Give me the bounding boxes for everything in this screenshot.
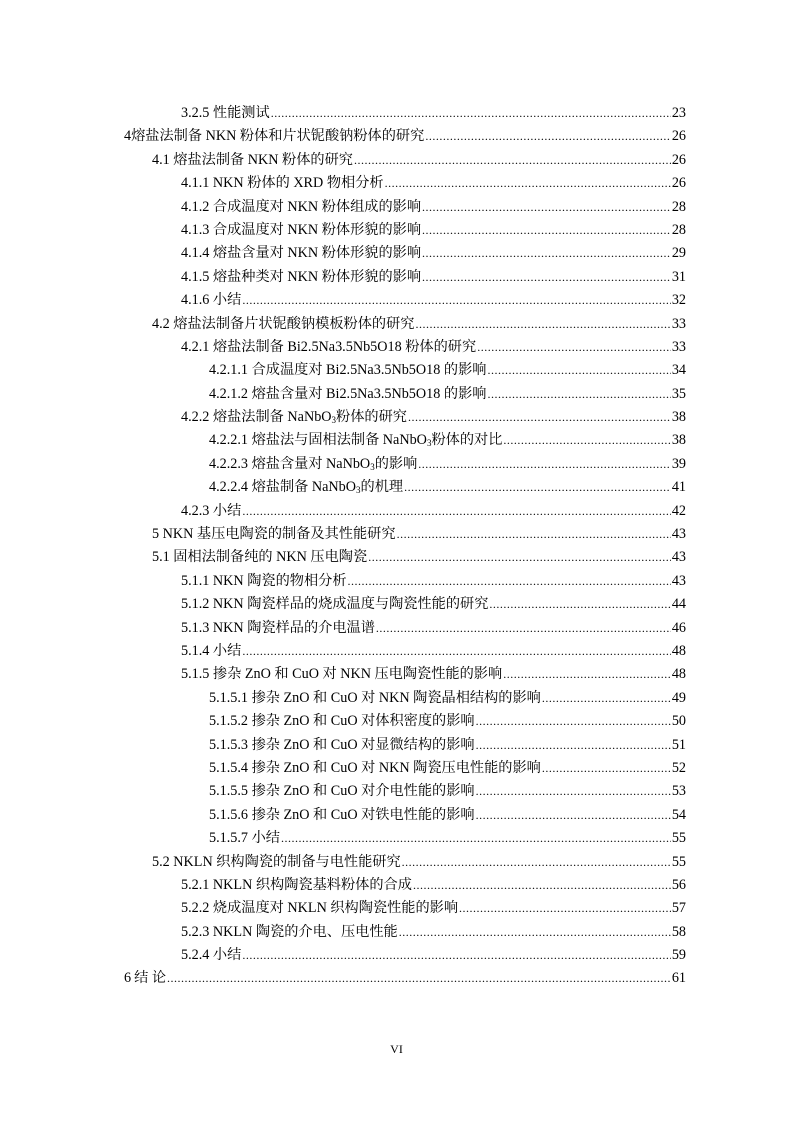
toc-leader-dots [459, 897, 671, 920]
toc-entry[interactable] [181, 593, 686, 616]
toc-page-number: 55 [671, 853, 686, 870]
toc-row [0, 640, 793, 663]
toc-title [181, 617, 375, 640]
toc-leader-dots [476, 734, 671, 757]
toc-title [181, 196, 421, 219]
toc-title [181, 640, 241, 663]
toc-page-number: 51 [671, 736, 686, 753]
toc-title [181, 266, 421, 289]
toc-entry[interactable] [209, 757, 686, 780]
toc-title [209, 757, 541, 780]
toc-leader-dots [476, 804, 671, 827]
toc-page-number: 23 [671, 105, 686, 121]
toc-entry[interactable] [181, 921, 686, 944]
toc-chapter-number: 6 [124, 970, 132, 987]
toc-row [0, 196, 793, 219]
toc-title [209, 710, 475, 733]
toc-entry[interactable] [209, 383, 686, 406]
toc-title-text: 5.1.5.1 掺杂 ZnO 和 CuO 对 NKN 陶瓷晶相结构的影响 [209, 689, 541, 706]
toc-entry[interactable] [152, 149, 686, 172]
toc-row [0, 476, 793, 499]
toc-title [181, 897, 458, 920]
toc-title [209, 827, 280, 850]
toc-page-number: 53 [671, 783, 686, 800]
toc-title-text: 5.1.5.5 掺杂 ZnO 和 CuO 对介电性能的影响 [209, 783, 475, 800]
toc-row [0, 967, 793, 990]
toc-title [181, 663, 502, 686]
toc-page-number: 33 [671, 338, 686, 355]
toc-row [0, 851, 793, 874]
toc-title-text: 5.1 固相法制备纯的 NKN 压电陶瓷 [152, 549, 368, 566]
toc-leader-dots [242, 944, 671, 967]
toc-page-number: 26 [671, 128, 686, 145]
toc-title [181, 593, 488, 616]
toc-title [181, 172, 384, 195]
toc-title [181, 219, 421, 242]
toc-title-text: 5.2.4 小结 [181, 947, 242, 964]
toc-title-text: 5.2 NKLN 织构陶瓷的制备与电性能研究 [152, 853, 401, 870]
toc-title [152, 546, 367, 569]
toc-entry[interactable] [209, 804, 686, 827]
toc-title-text: 5.1.5 掺杂 ZnO 和 CuO 对 NKN 压电陶瓷性能的影响 [181, 666, 503, 683]
toc-title [181, 874, 412, 897]
toc-title-text: 3.2.5 性能测试 [181, 105, 270, 121]
toc-page-number: 58 [671, 923, 686, 940]
toc-page-number: 61 [671, 970, 686, 987]
toc-row [0, 687, 793, 710]
toc-title [181, 336, 476, 359]
toc-leader-dots [385, 172, 671, 195]
toc-page-number: 52 [671, 759, 686, 776]
toc-title-suffix: 的机理 [360, 479, 404, 496]
toc-leader-dots [368, 546, 671, 569]
toc-leader-dots [503, 429, 670, 452]
toc-title-subscript: 3 [331, 415, 337, 426]
toc-page-number: 26 [671, 151, 686, 168]
toc-row [0, 921, 793, 944]
toc-page-number: 46 [671, 619, 686, 636]
toc-page-number: 31 [671, 268, 686, 285]
toc-row [0, 500, 793, 523]
toc-title-text: 4.2 熔盐法制备片状铌酸钠模板粉体的研究 [152, 315, 415, 332]
toc-page-number: 50 [671, 713, 686, 730]
toc-page-number: 44 [671, 596, 686, 613]
toc-entry[interactable] [209, 687, 686, 710]
toc-title-text: 4.1.3 合成温度对 NKN 粉体形貌的影响 [181, 221, 422, 238]
toc-leader-dots [354, 149, 671, 172]
toc-entry[interactable] [124, 967, 686, 990]
toc-row [0, 242, 793, 265]
toc-row [0, 874, 793, 897]
toc-title [209, 780, 475, 803]
toc-row [0, 406, 793, 429]
toc-leader-dots [418, 453, 671, 476]
toc-row [0, 289, 793, 312]
toc-page-number: 26 [671, 175, 686, 192]
toc-row [0, 125, 793, 148]
toc-title [181, 289, 241, 312]
toc-row [0, 827, 793, 850]
toc-title-text: 4.1.2 合成温度对 NKN 粉体组成的影响 [181, 198, 422, 215]
table-of-contents [0, 102, 793, 991]
toc-title-text: 4.2.1.2 熔盐含量对 Bi2.5Na3.5Nb5O18 的影响 [209, 385, 487, 402]
toc-title [181, 102, 270, 125]
toc-page-number: 39 [671, 455, 686, 472]
toc-title [181, 944, 241, 967]
toc-row [0, 897, 793, 920]
toc-title-text: 4.2.1 熔盐法制备 Bi2.5Na3.5Nb5O18 粉体的研究 [181, 338, 477, 355]
toc-row [0, 523, 793, 546]
toc-leader-dots [167, 967, 671, 990]
toc-page-number: 54 [671, 806, 686, 823]
toc-row [0, 453, 793, 476]
toc-page-number: 38 [671, 409, 686, 426]
toc-title [181, 570, 347, 593]
toc-title-text: 4.1.4 熔盐含量对 NKN 粉体形貌的影响 [181, 245, 422, 262]
toc-entry[interactable] [124, 125, 686, 148]
toc-page-number: 48 [671, 642, 686, 659]
toc-row [0, 102, 793, 125]
toc-leader-dots [413, 874, 671, 897]
toc-title-text: 5.1.5.7 小结 [209, 830, 280, 847]
toc-title-text: 5.1.2 NKN 陶瓷样品的烧成温度与陶瓷性能的研究 [181, 596, 489, 613]
toc-page-number: 28 [671, 198, 686, 215]
toc-title-text: 5.1.5.6 掺杂 ZnO 和 CuO 对铁电性能的影响 [209, 806, 475, 823]
toc-leader-dots [376, 617, 671, 640]
toc-leader-dots [348, 570, 671, 593]
toc-leader-dots [422, 219, 671, 242]
toc-row [0, 149, 793, 172]
toc-page-number: 43 [671, 549, 686, 566]
toc-leader-dots [487, 383, 670, 406]
toc-title-text: 5.2.1 NKLN 织构陶瓷基料粉体的合成 [181, 876, 412, 893]
toc-title [134, 967, 166, 990]
toc-row [0, 219, 793, 242]
toc-leader-dots [402, 851, 671, 874]
toc-title-text: 4.2.2.4 熔盐制备 NaNbO [209, 479, 356, 496]
toc-entry[interactable] [181, 500, 686, 523]
toc-title [152, 149, 353, 172]
toc-title-text: 4.1 熔盐法制备 NKN 粉体的研究 [152, 151, 353, 168]
toc-entry[interactable] [152, 523, 686, 546]
toc-page-number: 55 [671, 830, 686, 847]
toc-leader-dots [271, 102, 671, 125]
toc-title-text: 结 论 [134, 970, 167, 987]
toc-title-text: 5.1.5.4 掺杂 ZnO 和 CuO 对 NKN 陶瓷压电性能的影响 [209, 759, 541, 776]
toc-entry[interactable] [181, 172, 686, 195]
toc-entry[interactable] [152, 546, 686, 569]
toc-row [0, 804, 793, 827]
toc-entry[interactable] [181, 102, 686, 125]
toc-title-subscript: 3 [370, 461, 375, 472]
toc-title [181, 500, 241, 523]
toc-leader-dots [487, 359, 670, 382]
toc-title-text: 4.1.1 NKN 粉体的 XRD 物相分析 [181, 175, 384, 192]
toc-row [0, 593, 793, 616]
toc-entry[interactable] [181, 570, 686, 593]
toc-page-number: 43 [671, 572, 686, 589]
toc-leader-dots [399, 921, 671, 944]
toc-title-text: 5.1.5.2 掺杂 ZnO 和 CuO 对体积密度的影响 [209, 713, 475, 730]
toc-leader-dots [422, 196, 671, 219]
toc-row [0, 757, 793, 780]
toc-entry[interactable] [152, 313, 686, 336]
toc-entry[interactable] [181, 897, 686, 920]
toc-row [0, 266, 793, 289]
toc-row [0, 617, 793, 640]
toc-row [0, 429, 793, 452]
toc-entry[interactable] [209, 359, 686, 382]
toc-title-subscript: 3 [356, 485, 361, 496]
toc-title-text: 4.2.2.1 熔盐法与固相法制备 NaNbO [209, 432, 427, 449]
toc-page-number: 41 [671, 479, 686, 496]
toc-row [0, 336, 793, 359]
toc-title-text: 4.2.2 熔盐法制备 NaNbO [181, 409, 332, 426]
toc-entry[interactable] [181, 640, 686, 663]
toc-entry[interactable] [181, 617, 686, 640]
toc-page-number: 59 [671, 947, 686, 964]
toc-leader-dots [242, 289, 671, 312]
toc-page-number: 32 [671, 292, 686, 309]
toc-title [152, 851, 401, 874]
toc-leader-dots [422, 242, 671, 265]
toc-entry[interactable] [181, 874, 686, 897]
toc-title-suffix: 的影响 [374, 455, 418, 472]
toc-title [209, 359, 486, 382]
toc-leader-dots [242, 640, 671, 663]
toc-row [0, 734, 793, 757]
toc-title [181, 921, 398, 944]
toc-page-number: 28 [671, 221, 686, 238]
toc-row [0, 570, 793, 593]
toc-title-text: 5 NKN 基压电陶瓷的制备及其性能研究 [152, 526, 396, 543]
toc-leader-dots [476, 780, 671, 803]
toc-entry[interactable] [181, 242, 686, 265]
toc-row [0, 780, 793, 803]
toc-title [152, 523, 396, 546]
toc-page-number: 43 [671, 526, 686, 543]
toc-page-number: 49 [671, 689, 686, 706]
toc-entry[interactable] [181, 266, 686, 289]
toc-title [209, 383, 486, 406]
toc-row [0, 663, 793, 686]
toc-leader-dots [425, 125, 671, 148]
toc-title [181, 242, 421, 265]
toc-leader-dots [281, 827, 671, 850]
toc-leader-dots [242, 500, 671, 523]
toc-title-subscript: 3 [426, 438, 432, 449]
toc-entry[interactable] [181, 219, 686, 242]
toc-entry[interactable] [181, 944, 686, 967]
toc-title-text: 5.1.1 NKN 陶瓷的物相分析 [181, 572, 347, 589]
toc-entry[interactable] [209, 827, 686, 850]
toc-entry[interactable] [181, 336, 686, 359]
toc-leader-dots [476, 710, 671, 733]
toc-title-text: 5.2.2 烧成温度对 NKLN 织构陶瓷性能的影响 [181, 900, 459, 917]
toc-title [209, 804, 475, 827]
toc-title-text: 4.1.5 熔盐种类对 NKN 粉体形貌的影响 [181, 268, 422, 285]
toc-leader-dots [404, 476, 671, 499]
toc-title [152, 313, 414, 336]
toc-leader-dots [408, 406, 671, 429]
toc-page-number: 33 [671, 315, 686, 332]
toc-title [131, 125, 424, 148]
toc-title [209, 687, 541, 710]
toc-row [0, 172, 793, 195]
toc-leader-dots [503, 663, 671, 686]
toc-title-suffix: 粉体的研究 [336, 409, 407, 426]
toc-page-number: 35 [671, 385, 686, 402]
toc-title-text: 4.2.3 小结 [181, 502, 242, 519]
toc-entry[interactable] [209, 780, 686, 803]
toc-title [209, 734, 475, 757]
page-number-footer: VI [390, 1042, 403, 1056]
toc-page-number: 56 [671, 876, 686, 893]
toc-entry[interactable] [209, 710, 686, 733]
toc-entry[interactable] [181, 289, 686, 312]
toc-row [0, 313, 793, 336]
toc-title-text: 5.1.5.3 掺杂 ZnO 和 CuO 对显微结构的影响 [209, 736, 475, 753]
toc-leader-dots [477, 336, 671, 359]
toc-chapter-number: 4 [124, 128, 132, 145]
toc-row [0, 546, 793, 569]
toc-title-text: 5.2.3 NKLN 陶瓷的介电、压电性能 [181, 923, 398, 940]
toc-page-number: 57 [671, 900, 686, 917]
toc-leader-dots [542, 757, 671, 780]
toc-title-text: 5.1.4 小结 [181, 642, 242, 659]
toc-leader-dots [415, 313, 670, 336]
toc-title-text: 4.2.1.1 合成温度对 Bi2.5Na3.5Nb5O18 的影响 [209, 362, 487, 379]
toc-entry[interactable] [181, 196, 686, 219]
toc-page-number: 48 [671, 666, 686, 683]
toc-leader-dots [422, 266, 671, 289]
toc-entry[interactable] [181, 663, 686, 686]
toc-row [0, 359, 793, 382]
toc-row [0, 710, 793, 733]
toc-page-number: 38 [671, 432, 686, 449]
toc-leader-dots [397, 523, 671, 546]
toc-page-number: 34 [671, 362, 686, 379]
toc-entry[interactable] [209, 734, 686, 757]
toc-page-number: 29 [671, 245, 686, 262]
toc-row [0, 383, 793, 406]
toc-title-text: 5.1.3 NKN 陶瓷样品的介电温谱 [181, 619, 375, 636]
toc-title-text: 4.2.2.3 熔盐含量对 NaNbO [209, 455, 371, 472]
toc-title-text: 熔盐法制备 NKN 粉体和片状铌酸钠粉体的研究 [131, 128, 425, 145]
toc-row [0, 944, 793, 967]
toc-title-suffix: 粉体的对比 [431, 432, 503, 449]
toc-title-text: 4.1.6 小结 [181, 292, 242, 309]
toc-leader-dots [489, 593, 670, 616]
toc-page-number: 42 [671, 502, 686, 519]
toc-leader-dots [542, 687, 671, 710]
toc-entry[interactable] [152, 851, 686, 874]
